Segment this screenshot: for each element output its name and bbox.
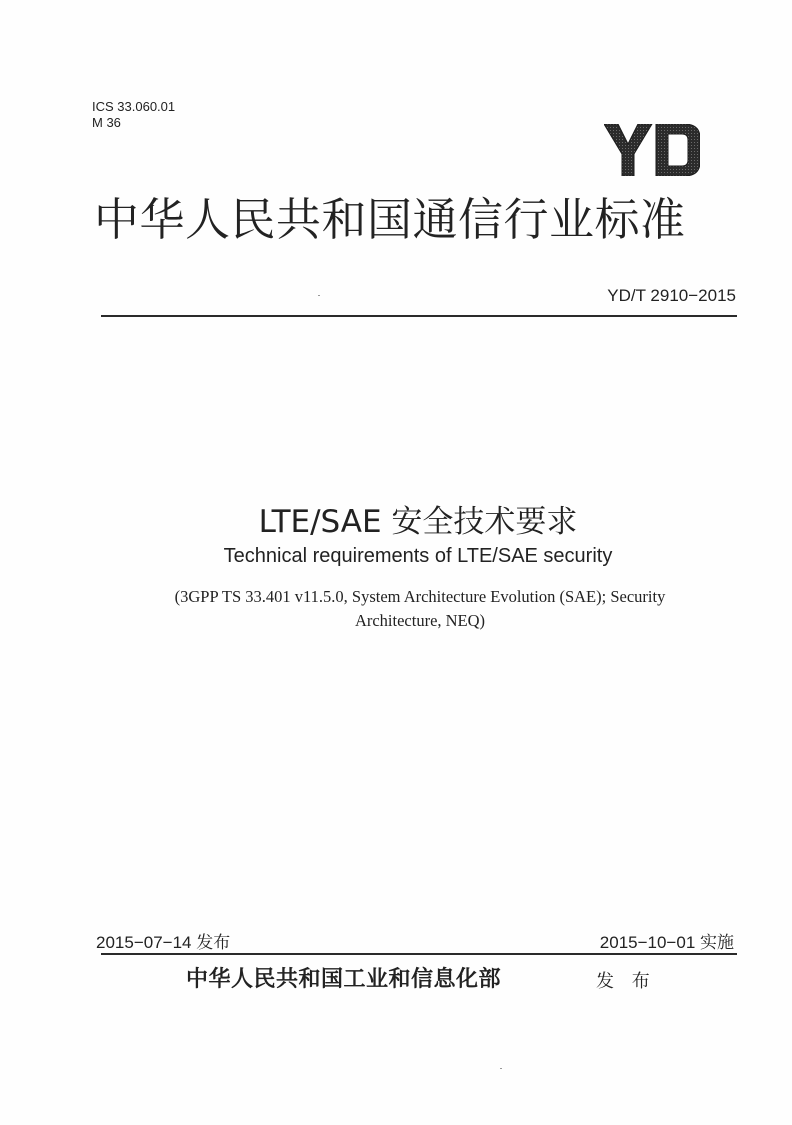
equivalence-line-1: (3GPP TS 33.401 v11.5.0, System Architecture Evolution (SAE); Security	[174, 587, 666, 606]
yd-logo	[604, 124, 700, 176]
ics-classification-block	[92, 99, 175, 131]
equivalence-line-2: Architecture, NEQ)	[354, 611, 486, 630]
scan-speck	[318, 295, 320, 296]
main-title: LTE/SAE 安全技术要求	[258, 504, 578, 540]
ics-code: ICS 33.060.01	[92, 99, 176, 114]
ccs-code: M 36	[92, 115, 121, 130]
scan-speck	[500, 1068, 502, 1069]
header-divider	[101, 315, 737, 317]
english-title: Technical requirements of LTE/SAE security	[223, 545, 613, 567]
standard-number: YD/T 2910−2015	[607, 286, 736, 305]
equivalence-statement	[110, 585, 730, 633]
publish-label: 发 布	[596, 971, 656, 992]
implement-date: 2015−10−01 实施	[599, 933, 734, 952]
publisher-name: 中华人民共和国工业和信息化部	[186, 966, 502, 992]
organization-title: 中华人民共和国通信行业标准	[94, 193, 686, 246]
publish-date: 2015−07−14 发布	[96, 933, 231, 952]
footer-divider	[101, 953, 737, 955]
